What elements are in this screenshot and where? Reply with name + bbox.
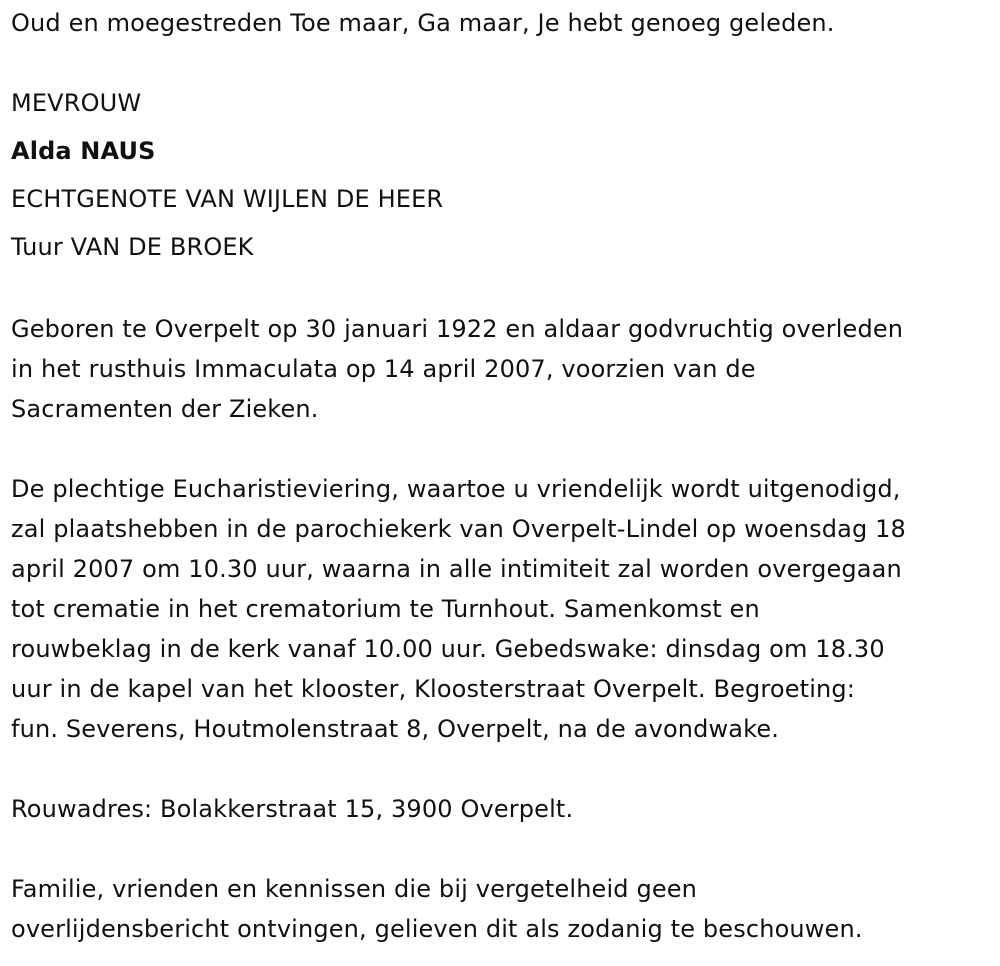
birth-line: Geboren te Overpelt op 30 januari 1922 en aldaar godvruchtig overleden xyxy=(11,315,904,343)
deceased-name: Alda NAUS xyxy=(11,137,156,165)
closing-paragraph xyxy=(11,869,990,949)
title-line: MEVROUW xyxy=(11,89,142,117)
birth-paragraph xyxy=(11,309,990,429)
ceremony-line: De plechtige Eucharistieviering, waartoe u vriendelijk wordt uitgenodigd, xyxy=(11,475,901,503)
ceremony-line: rouwbeklag in de kerk vanaf 10.00 uur. Gebedswake: dinsdag om 18.30 xyxy=(11,635,885,663)
closing-line: Familie, vrienden en kennissen die bij vergetelheid geen xyxy=(11,875,698,903)
closing-line: overlijdensbericht ontvingen, gelieven dit als zodanig te beschouwen. xyxy=(11,915,863,943)
spouse-label: ECHTGENOTE VAN WIJLEN DE HEER xyxy=(11,185,444,213)
ceremony-line: zal plaatshebben in de parochiekerk van Overpelt-Lindel op woensdag 18 xyxy=(11,515,906,543)
birth-line: Sacramenten der Zieken. xyxy=(11,395,319,423)
ceremony-line: tot crematie in het crematorium te Turnhout. Samenkomst en xyxy=(11,595,760,623)
ceremony-line: uur in de kapel van het klooster, Kloosterstraat Overpelt. Begroeting: xyxy=(11,675,856,703)
ceremony-line: april 2007 om 10.30 uur, waarna in alle intimiteit zal worden overgegaan xyxy=(11,555,902,583)
birth-line: in het rusthuis Immaculata op 14 april 2007, voorzien van de xyxy=(11,355,756,383)
address-paragraph xyxy=(11,789,990,829)
address-line: Rouwadres: Bolakkerstraat 15, 3900 Overpelt. xyxy=(11,795,574,823)
ceremony-paragraph xyxy=(11,469,990,749)
motto-line: Oud en moegestreden Toe maar, Ga maar, Je hebt genoeg geleden. xyxy=(11,9,835,37)
spouse-name: Tuur VAN DE BROEK xyxy=(11,233,254,261)
ceremony-line: fun. Severens, Houtmolenstraat 8, Overpelt, na de avondwake. xyxy=(11,715,780,743)
